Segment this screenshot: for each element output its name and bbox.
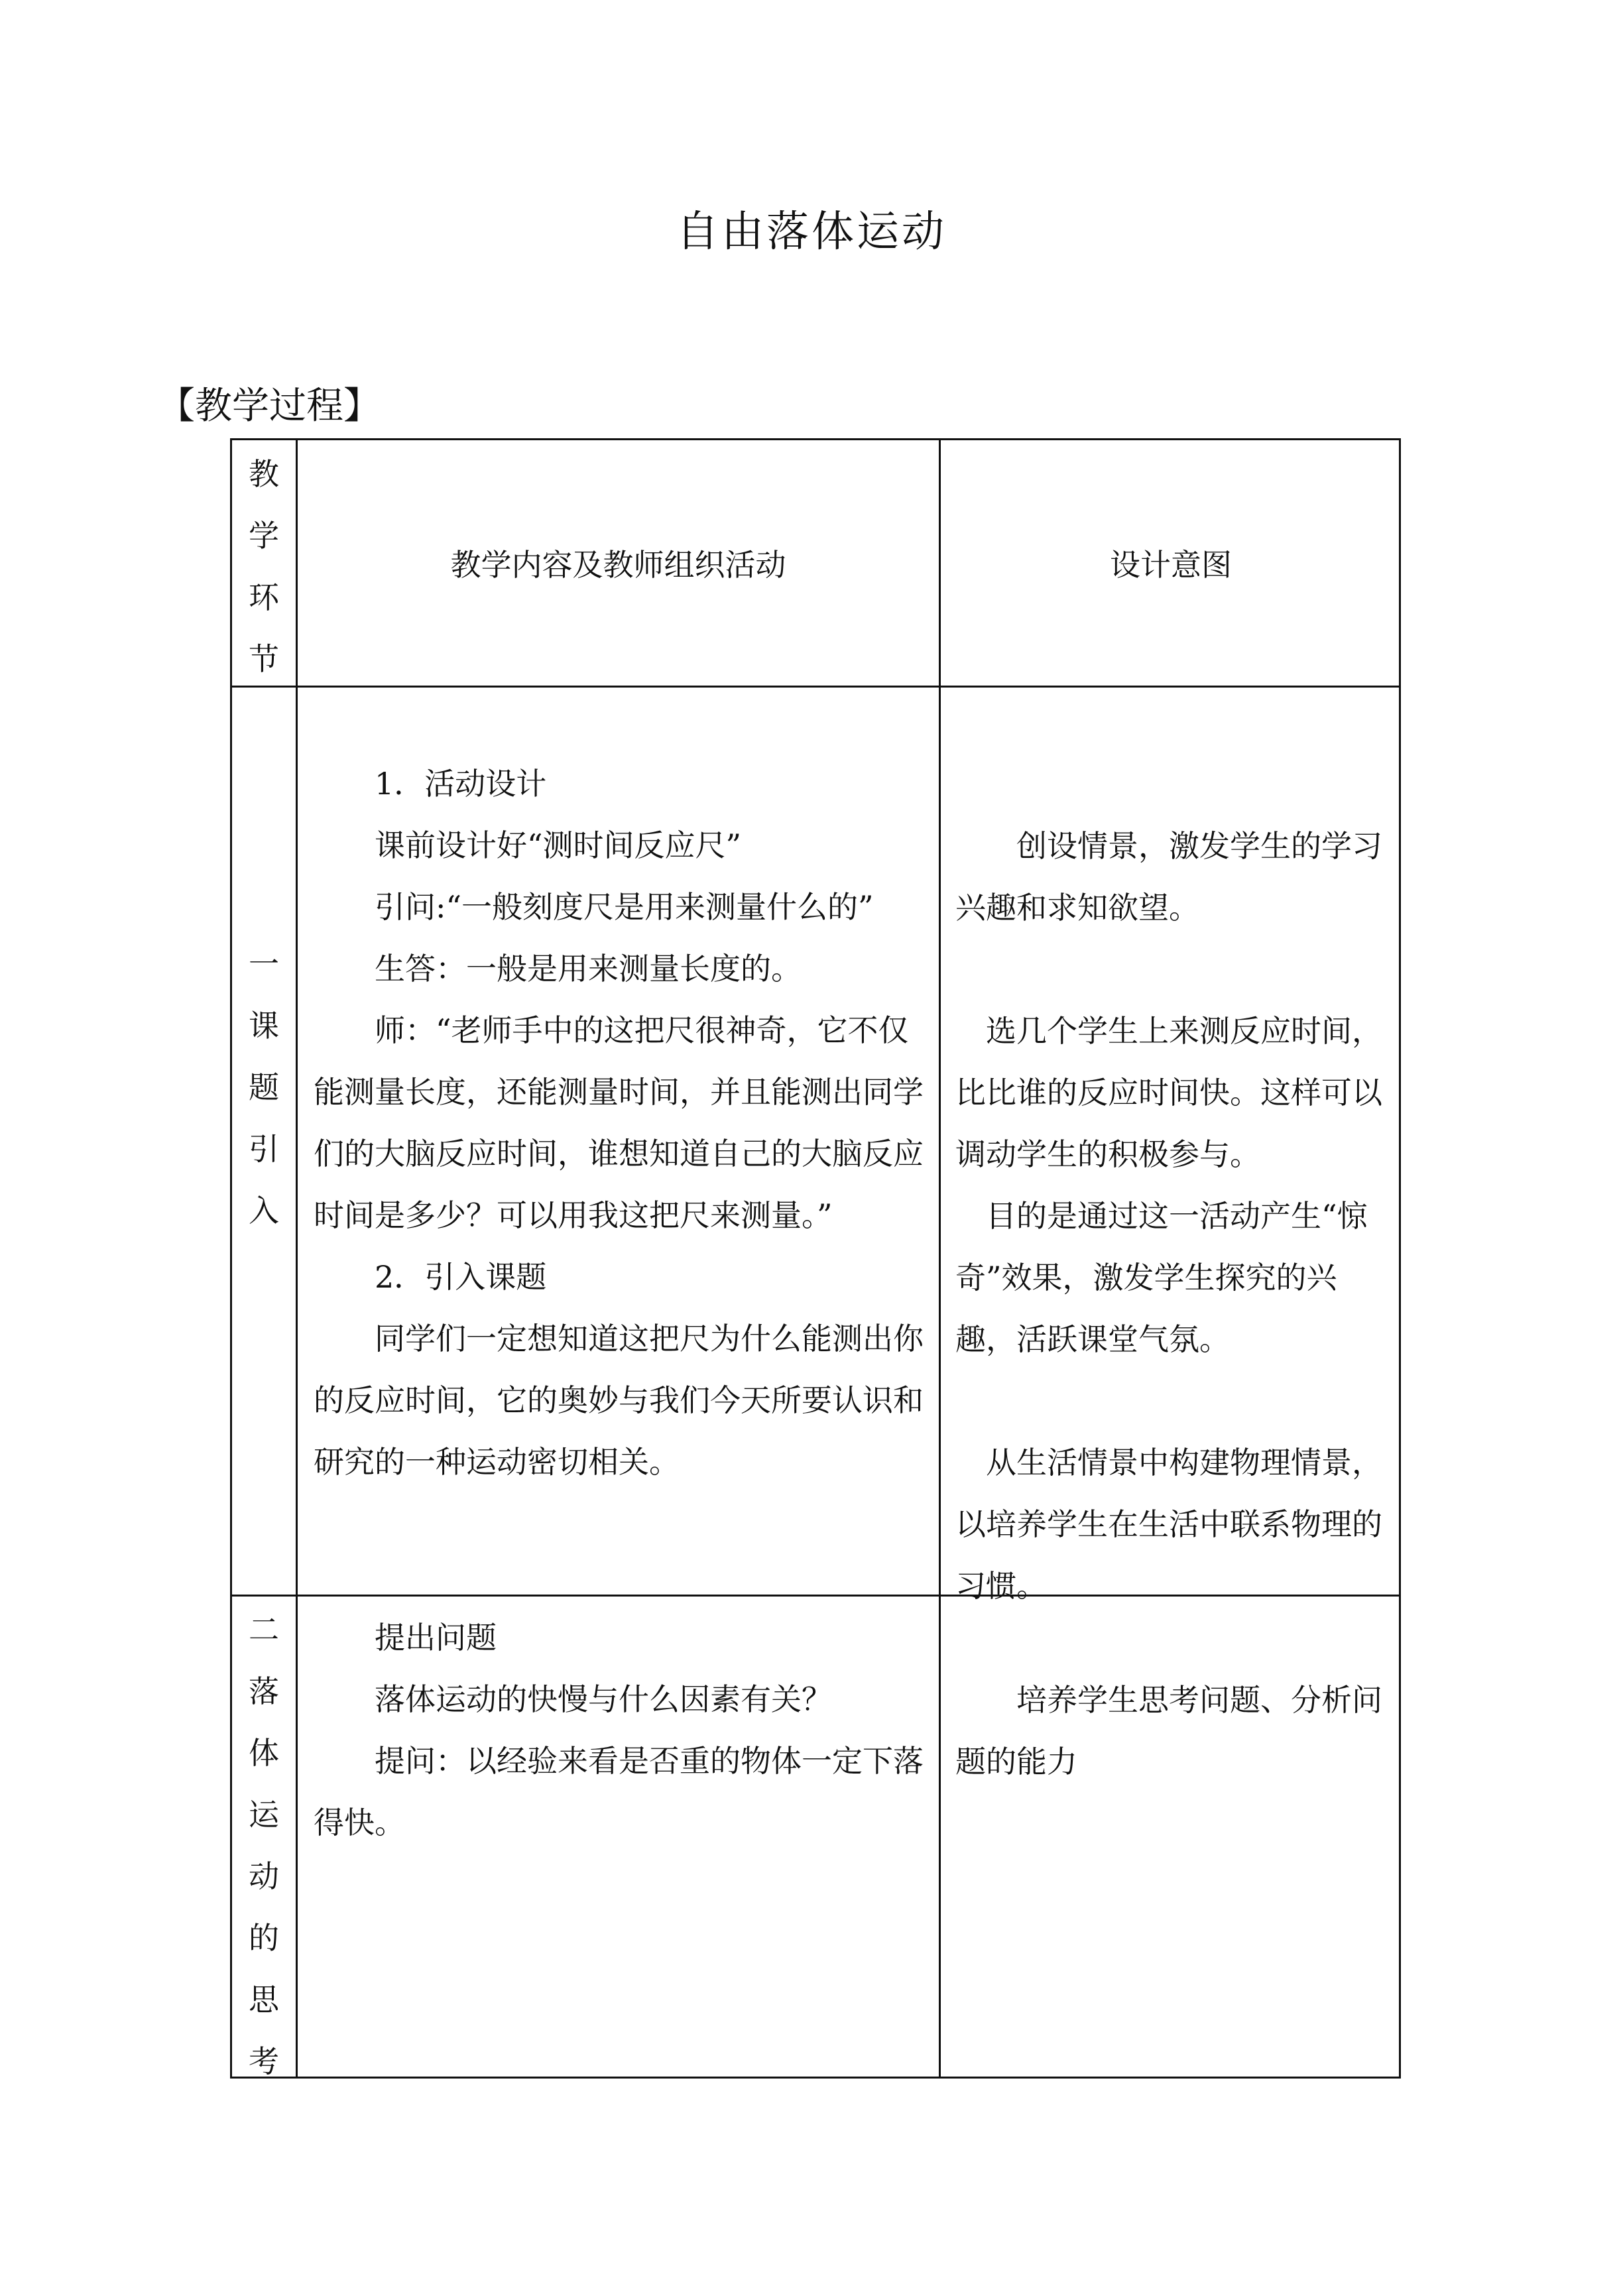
row2-stage: 二落体运动的思考 [249,1612,279,2079]
header-stage-cell [232,442,296,686]
row1-content-line: 同学们一定想知道这把尺为什么能测出你的反应时间，它的奥妙与我们今天所要认识和研究的一种运动密切相关。 [314,1321,924,1480]
header-content-cell [298,440,939,686]
row1-intent-line: 目的是通过这一活动产生“惊奇”效果，激发学生探究的兴趣，活跃课堂气氛。 [955,1198,1368,1357]
document-title: 自由落体运动 [676,208,947,257]
header-stage: 教学环节 [249,456,279,677]
row2-intent-cell [941,1669,1401,1793]
row1-stage-cell [232,934,296,1242]
row1-content-line: 引问:“一般刻度尺是用来测量什么的” [375,889,874,925]
section-heading: 【教学过程】 [158,385,381,428]
row1-content-cell [298,753,939,1493]
row1-content-line: 师：“老师手中的这把尺很神奇，它不仅能测量长度，还能测量时间，并且能测出同学们的大脑反应时间，谁想知道自己的大脑反应时间是多少？可以用我这把尺来测量。” [314,1012,924,1233]
row1-content-line: 2．引入课题 [375,1259,547,1295]
row1-content-line: 课前设计好“测时间反应尺” [375,827,742,863]
row2-content-line: 提问：以经验来看是否重的物体一定下落得快。 [314,1743,924,1841]
row1-stage: 一课题引入 [249,946,279,1229]
header-intent-cell [941,440,1401,686]
row1-intent-line: 选几个学生上来测反应时间，比比谁的反应时间快。这样可以调动学生的积极参与。 [955,1013,1382,1172]
row1-intent-line: 创设情景，激发学生的学习兴趣和求知欲望。 [955,828,1382,926]
row2-content-line: 落体运动的快慢与什么因素有关？ [375,1681,832,1717]
row1-intent-line: 从生活情景中构建物理情景，以培养学生在生活中联系物理的习惯。 [955,1445,1382,1604]
teaching-process-table [230,438,1401,2079]
row2-intent-line: 培养学生思考问题、分析问题的能力 [955,1682,1382,1780]
header-content: 教学内容及教师组织活动 [450,547,786,583]
row2-content-cell [298,1607,939,1854]
row2-stage-cell [232,1599,296,2092]
row1-content-line: 生答：一般是用来测量长度的。 [375,951,802,987]
row2-content-line: 提出问题 [375,1620,497,1656]
row1-content-line: 1．活动设计 [375,766,547,802]
header-intent: 设计意图 [1110,547,1232,583]
row1-intent-cell [941,816,1401,1617]
table-divider [232,686,1399,688]
